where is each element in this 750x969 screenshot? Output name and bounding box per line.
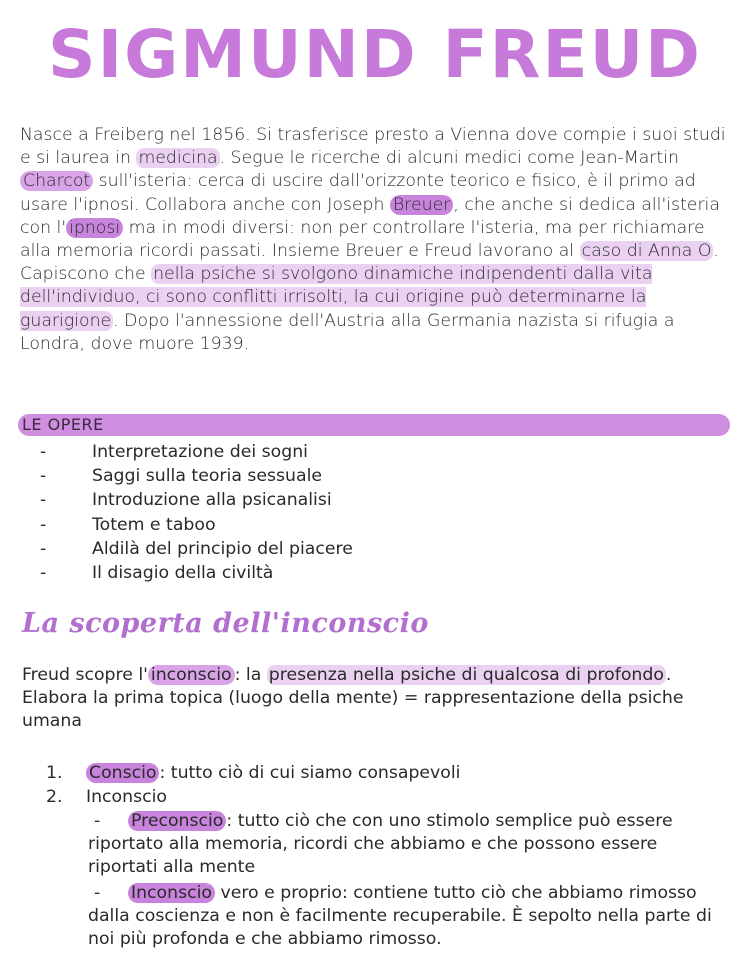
highlight-psyche-dynamics: nella psiche si svolgono dinamiche indipendenti dalla vita dell'individuo, ci sono conflitti irrisolti, la cui origine può determinarne la guarigione bbox=[20, 264, 653, 331]
numbered-item-inconscio: 2. Inconscio bbox=[46, 787, 167, 807]
biography-paragraph: Nasce a Freiberg nel 1856. Si trasferisce presto a Vienna dove compie i suoi studi e si laurea in medicina . Segue le ricerche di alcuni medici come Jean-Martin Charcot sull'isteria: cerca di uscire dall'orizzonte teorico e fisico, è il primo ad usare l'ipnosi. Collabora anche con Joseph Breuer , che anche si dedica all'isteria con l' ipnosi ma in modi diversi: non per controllare l'isteria, ma per richiamare alla memoria ricordi passati. Insieme Breuer e Freud lavorano al caso di Anna O . Capiscono che nella psiche si svolgono dinamiche indipendenti dalla vita dell'individuo, ci sono conflitti irrisolti, la cui origine può determinarne la guarigione . Dopo l'annessione dell'Austria alla Germania nazista si rifugia a Londra, dove muore 1939. bbox=[20, 125, 726, 354]
sub-item-preconscio: - Preconscio : tutto ciò che con uno stimolo semplice può essere riportato alla memoria, ricordi che abbiamo e che possono essere riportati alla mente bbox=[88, 811, 673, 878]
works-heading-bar bbox=[18, 414, 730, 436]
highlight-breuer: Breuer bbox=[390, 195, 453, 215]
highlight-presenza: presenza nella psiche di qualcosa di profondo bbox=[268, 665, 664, 685]
highlight-anna-o: caso di Anna O bbox=[581, 241, 712, 262]
list-item: - Il disagio della civiltà bbox=[40, 563, 274, 584]
section-subtitle: La scoperta dell'inconscio bbox=[22, 608, 429, 639]
list-item: - Totem e taboo bbox=[40, 514, 216, 535]
list-item: - Aldilà del principio del piacere bbox=[40, 538, 353, 559]
highlight-preconscio: Preconscio bbox=[128, 811, 226, 831]
numbered-item-conscio: 1. Conscio : tutto ciò di cui siamo consapevoli bbox=[46, 763, 461, 783]
works-list bbox=[40, 440, 353, 585]
highlight-conscio: Conscio bbox=[86, 763, 159, 783]
highlight-ipnosi: ipnosi bbox=[66, 218, 123, 238]
highlight-inconscio: inconscio bbox=[148, 665, 235, 685]
unconscious-intro: Freud scopre l' inconscio : la presenza nella psiche di qualcosa di profondo . Elabora la prima topica (luogo della mente) = rappresentazione della psiche umana bbox=[22, 665, 684, 732]
sub-item-inconscio: - Inconscio vero e proprio: contiene tutto ciò che abbiamo rimosso dalla coscienza e non è facilmente recuperabile. È sepolto nella parte di noi più profonda e che abbiamo rimosso. bbox=[88, 883, 712, 950]
works-heading: LE OPERE bbox=[22, 415, 104, 434]
highlight-inconscio-vero: Inconscio bbox=[128, 883, 215, 903]
page-title: SIGMUND FREUD bbox=[48, 16, 702, 93]
list-item: - Saggi sulla teoria sessuale bbox=[40, 466, 323, 487]
list-item: - Interpretazione dei sogni bbox=[40, 442, 308, 462]
highlight-charcot: Charcot bbox=[20, 171, 93, 191]
highlight-medicina: medicina bbox=[138, 148, 218, 169]
list-item: - Introduzione alla psicanalisi bbox=[40, 490, 332, 511]
